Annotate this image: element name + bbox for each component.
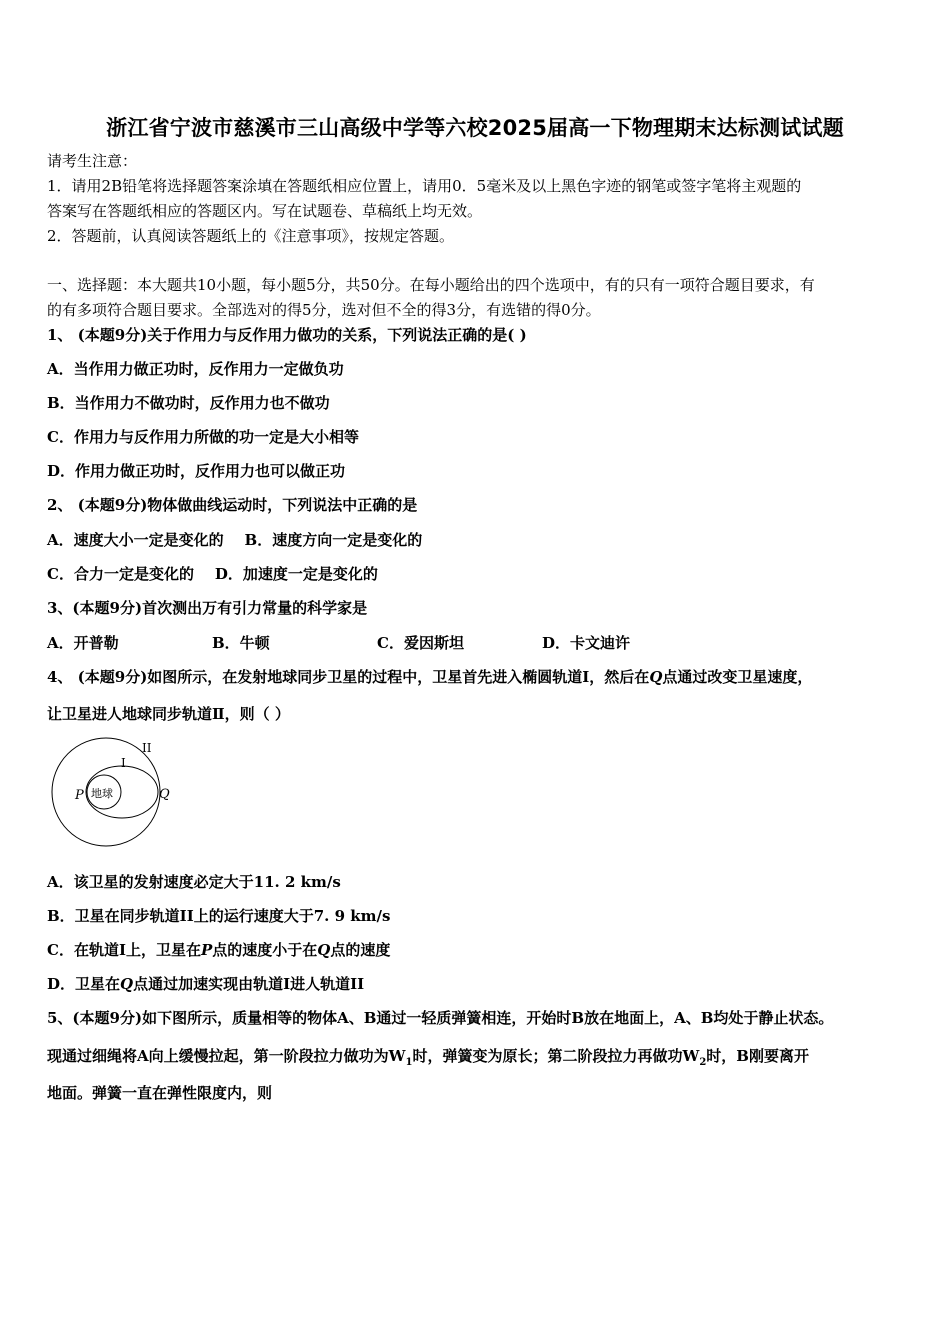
label-orbit-ii: II	[142, 741, 152, 755]
q4-stem-line-1	[47, 667, 812, 687]
q4-q-point: Q	[649, 668, 663, 686]
q2-options-ab: A．速度大小一定是变化的 B．速度方向一定是变化的	[47, 531, 423, 549]
notice-item-2: 2．答题前，认真阅读答题纸上的《注意事项》，按规定答题。	[47, 227, 455, 245]
q5-stem-line-1: 5、(本题9分)如下图所示，质量相等的物体A、B通过一轻质弹簧相连，开始时B放在地面上，A、B均处于静止状态。	[47, 1009, 834, 1027]
q1-stem: 1、 (本题9分)关于作用力与反作用力做功的关系，下列说法正确的是( )	[47, 326, 527, 344]
q3-option-a: A．开普勒	[47, 634, 119, 652]
label-orbit-i: I	[121, 756, 126, 770]
q5-stem-line-2	[47, 1046, 809, 1073]
orbit-diagram	[44, 736, 184, 848]
q4-option-c-q: Q	[317, 941, 331, 959]
q5-line2-c: 时，B刚要离开	[706, 1047, 809, 1065]
q1-option-d: D．作用力做正功时，反作用力也可以做正功	[47, 462, 346, 480]
q4-option-d-post: 点通过加速实现由轨道I进人轨道II	[133, 975, 365, 993]
q4-option-d	[47, 974, 364, 994]
q1-option-a: A．当作用力做正功时，反作用力一定做负功	[47, 360, 344, 378]
q1-option-b: B．当作用力不做功时，反作用力也不做功	[47, 394, 330, 412]
q4-option-c	[47, 940, 390, 960]
q4-option-b: B．卫星在同步轨道II上的运行速度大于7. 9 km/s	[47, 907, 391, 925]
q3-option-c: C．爱因斯坦	[377, 634, 464, 652]
label-earth: 地球	[91, 787, 113, 800]
notice-item-1-line-2: 答案写在答题纸相应的答题区内。写在试题卷、草稿纸上均无效。	[47, 202, 483, 220]
q4-stem-line-2: 让卫星进人地球同步轨道Ⅱ，则（ ）	[47, 705, 290, 723]
q4-option-c-post: 点的速度	[330, 941, 391, 959]
q5-stem-line-3: 地面。弹簧一直在弹性限度内，则	[47, 1084, 273, 1102]
q2-stem: 2、 (本题9分)物体做曲线运动时，下列说法中正确的是	[47, 496, 418, 514]
q4-option-c-p: P	[200, 941, 213, 959]
page-title: 浙江省宁波市慈溪市三山高级中学等六校2025届高一下物理期末达标测试试题	[106, 116, 844, 140]
notice-item-1-line-1: 1．请用2B铅笔将选择题答案涂填在答题纸相应位置上，请用0．5毫米及以上黑色字迹的钢笔或签字笔将主观题的	[47, 177, 802, 195]
q4-option-c-pre: C．在轨道I上，卫星在	[47, 941, 201, 959]
notice-heading: 请考生注意：	[47, 152, 138, 170]
section-1-intro-line-2: 的有多项符合题目要求。全部选对的得5分，选对但不全的得3分，有选错的得0分。	[47, 301, 601, 319]
q4-stem-post: 点通过改变卫星速度，	[662, 668, 813, 686]
label-p: P	[75, 788, 84, 803]
label-q: Q	[159, 787, 170, 802]
q4-option-d-pre: D．卫星在	[47, 975, 121, 993]
q1-option-c: C．作用力与反作用力所做的功一定是大小相等	[47, 428, 359, 446]
q4-stem-pre: 4、 (本题9分)如图所示，在发射地球同步卫星的过程中，卫星首先进入椭圆轨道I，然后在	[47, 668, 650, 686]
q3-option-b: B．牛顿	[212, 634, 270, 652]
q4-option-a: A．该卫星的发射速度必定大于11. 2 km/s	[47, 873, 341, 891]
q5-sub-2: 2	[699, 1057, 707, 1068]
q5-sub-1: 1	[405, 1057, 413, 1068]
q3-option-d: D．卡文迪许	[542, 634, 631, 652]
q5-line2-a: 现通过细绳将A向上缓慢拉起，第一阶段拉力做功为W	[47, 1047, 406, 1065]
section-1-intro-line-1: 一、选择题：本大题共10小题，每小题5分，共50分。在每小题给出的四个选项中，有的只有一项符合题目要求，有	[47, 276, 815, 294]
q4-option-d-q: Q	[120, 975, 134, 993]
q5-line2-b: 时，弹簧变为原长；第二阶段拉力再做功W	[412, 1047, 700, 1065]
q4-option-c-mid: 点的速度小于在	[212, 941, 318, 959]
q2-options-cd: C．合力一定是变化的 D．加速度一定是变化的	[47, 565, 378, 583]
q3-stem: 3、(本题9分)首次测出万有引力常量的科学家是	[47, 599, 368, 617]
